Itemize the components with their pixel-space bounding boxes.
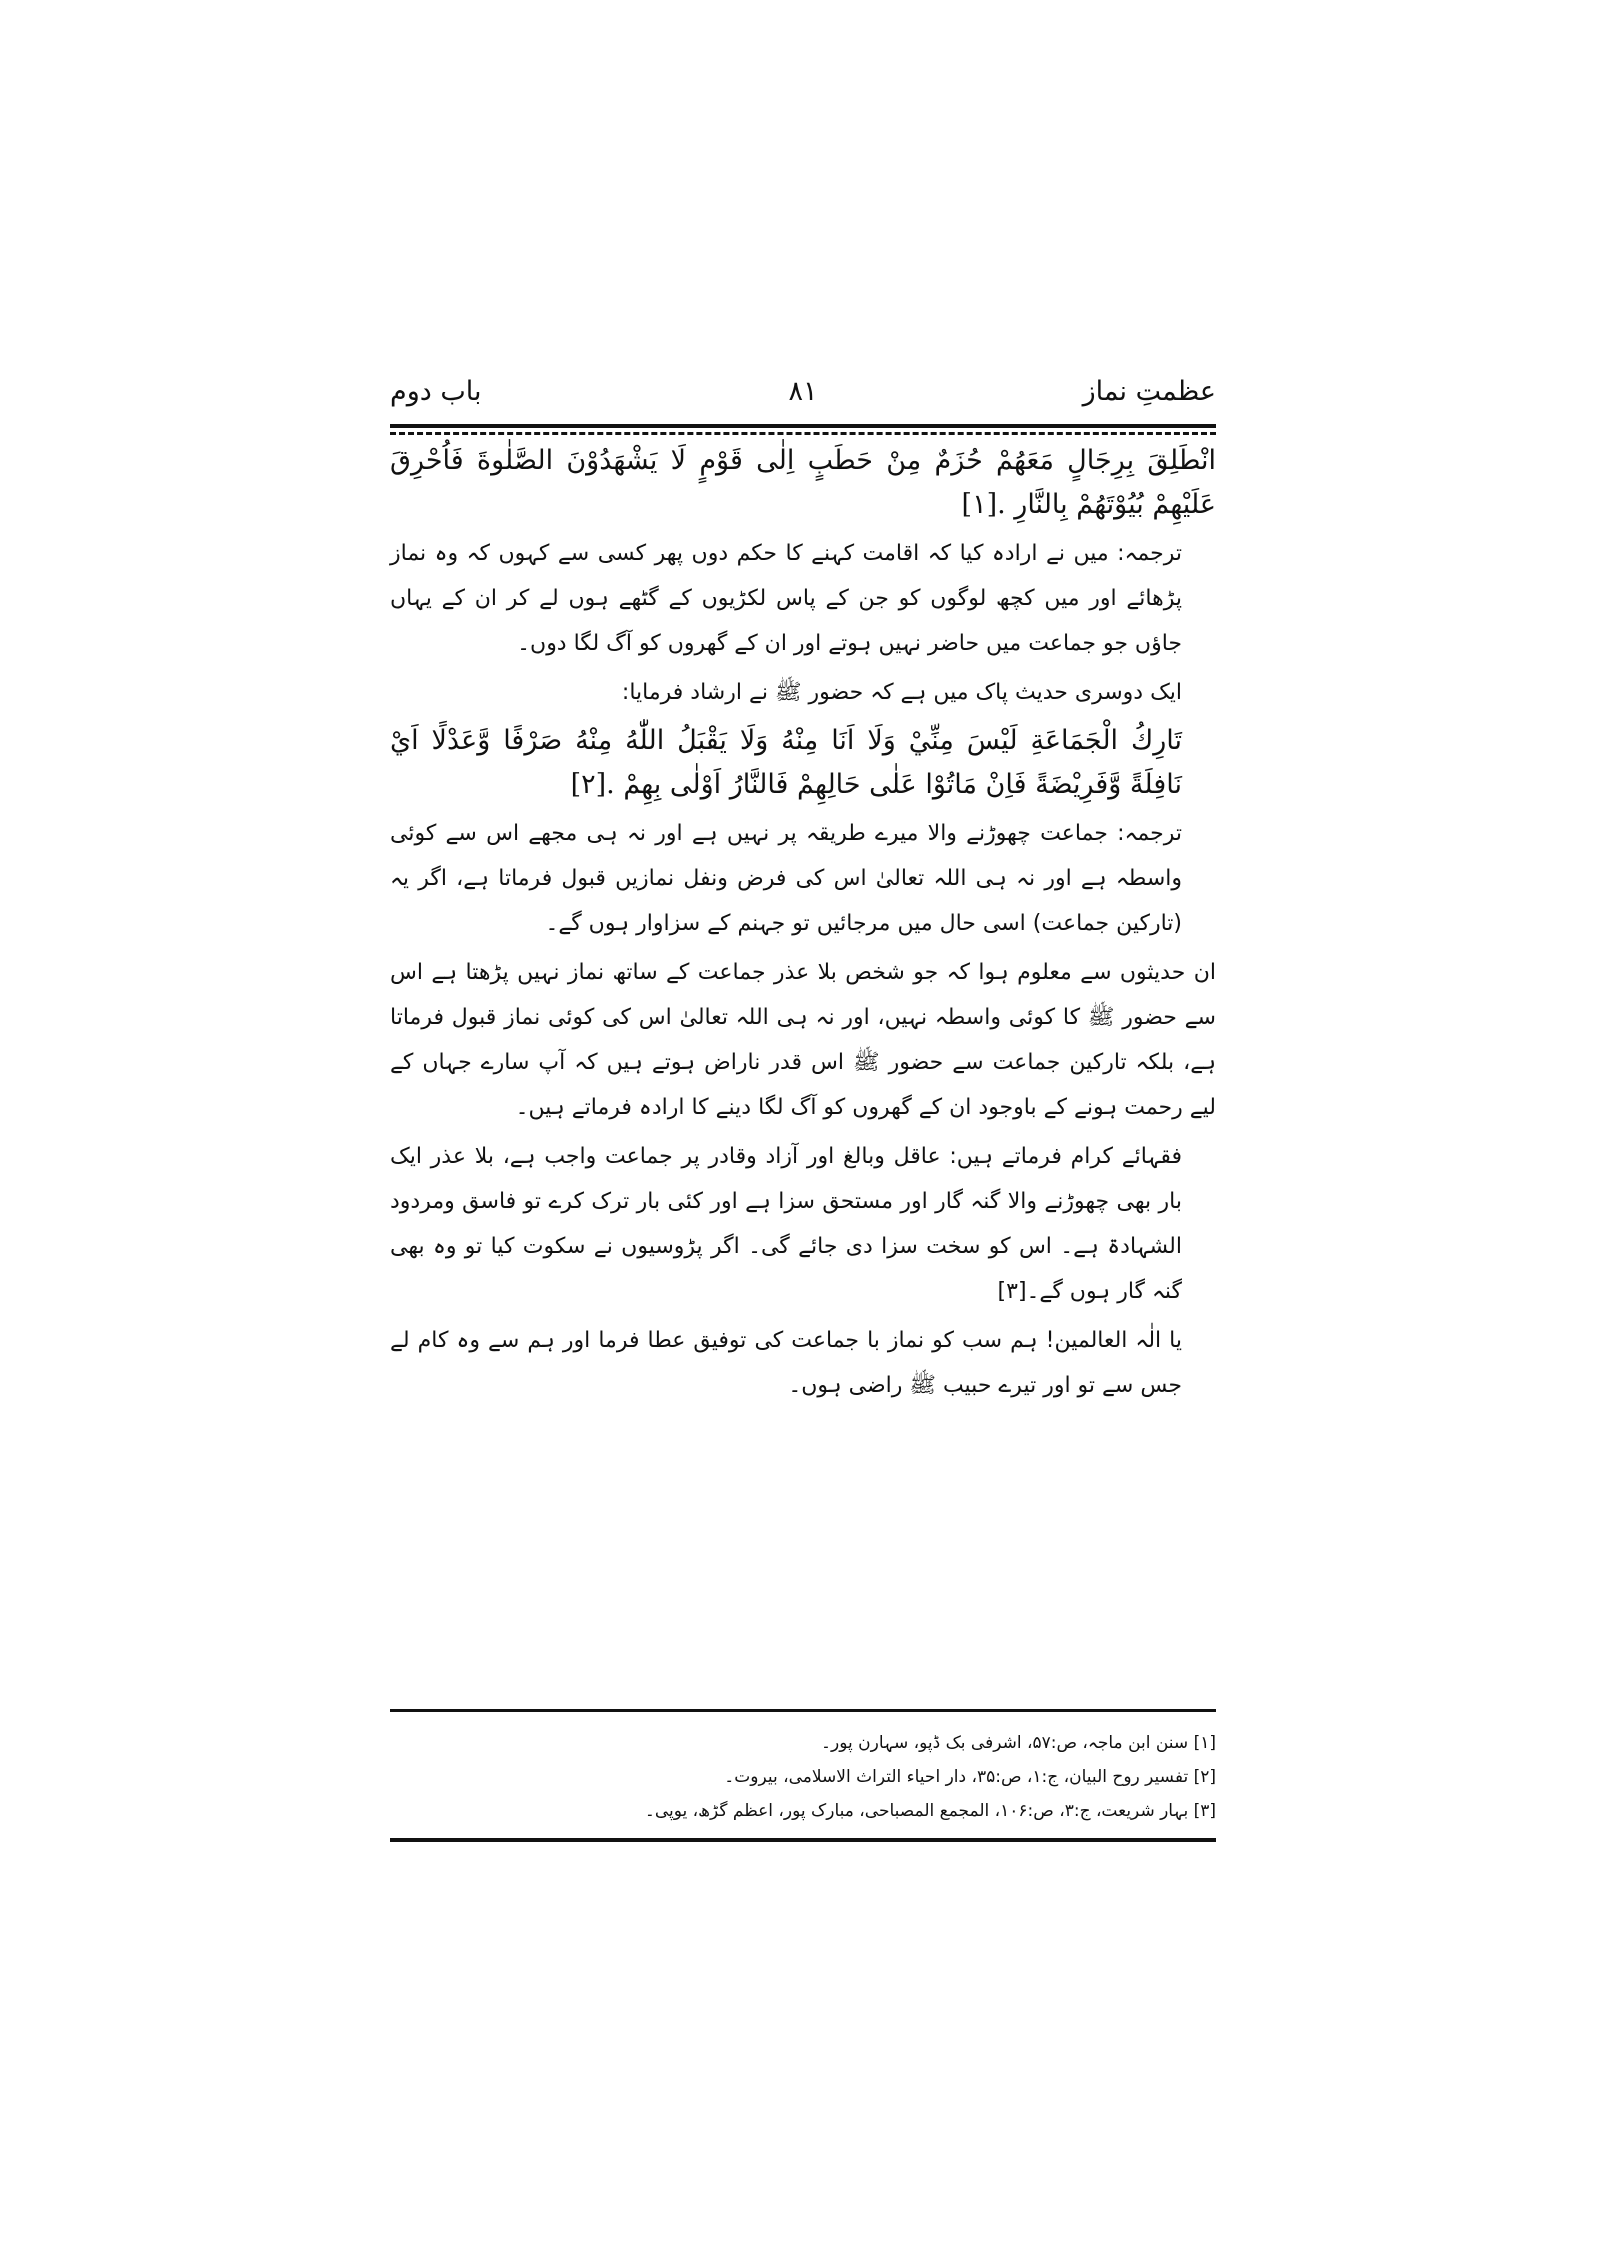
hadith-intro-2: ایک دوسری حدیث پاک میں ہے کہ حضور ﷺ نے ارشاد فرمایا: (621, 680, 1182, 705)
footnote-2: [۲] تفسیر روح البیان، ج:۱، ص:۳۵، دار احیاء التراث الاسلامی، بیروت۔ (724, 1767, 1216, 1787)
chapter-title: باب دوم (390, 376, 482, 407)
hadith-arabic-1: انْطَلِقَ بِرِجَالٍ مَعَهُمْ حُزَمٌ مِنْ حَطَبٍ اِلٰى قَوْمٍ لَا يَشْهَدُوْنَ الصَّلٰوةَ فَاُحْرِقَ عَلَيْهِمْ بُيُوْتَهُمْ بِالنَّارِ .[۱] (390, 445, 1216, 520)
book-page (390, 372, 1216, 1842)
footer-rule (390, 1838, 1216, 1842)
page-number: ۸۱ (788, 376, 818, 407)
footnotes (390, 1709, 1216, 1842)
page-header (390, 372, 1216, 424)
book-title: عظمتِ نماز (1082, 376, 1216, 407)
footnote-rule (390, 1709, 1216, 1712)
header-rule (390, 424, 1216, 428)
commentary-paragraph: ان حدیثوں سے معلوم ہوا کہ جو شخص بلا عذر جماعت کے ساتھ نماز نہیں پڑھتا ہے اس سے حضور ﷺ کا کوئی واسطہ نہیں، اور نہ ہی اللہ تعالیٰ اس کی کوئی نماز قبول فرماتا ہے، بلکہ تارکین جماعت سے حضور ﷺ اس قدر ناراض ہوتے ہیں کہ آپ سارے جہاں کے لیے رحمت ہونے کے باوجود ان کے گھروں کو آگ لگا دینے کا ارادہ فرماتے ہیں۔ (390, 960, 1216, 1120)
footnote-3: [۳] بہار شریعت، ج:۳، ص:۱۰۶، المجمع المصباحی، مبارک پور، اعظم گڑھ، یوپی۔ (644, 1801, 1216, 1821)
page-body (390, 439, 1216, 1408)
footnote-1: [۱] سنن ابن ماجہ، ص:۵۷، اشرفی بک ڈپو، سہارن پور۔ (821, 1733, 1216, 1753)
header-dashed-rule (390, 432, 1216, 435)
hadith-arabic-2: تَارِكُ الْجَمَاعَةِ لَيْسَ مِنِّيْ وَلَا اَنَا مِنْهُ وَلَا يَقْبَلُ اللّٰهُ مِنْهُ صَرْفًا وَّعَدْلًا اَيْ نَافِلَةً وَّفَرِيْضَةً فَاِنْ مَاتُوْا عَلٰى حَالِهِمْ فَالنَّارُ اَوْلٰى بِهِمْ .[۲] (390, 725, 1182, 800)
closing-prayer: یا الٰہ العالمین! ہم سب کو نماز با جماعت کی توفیق عطا فرما اور ہم سے وہ کام لے جس سے تو اور تیرے حبیب ﷺ راضی ہوں۔ (390, 1328, 1182, 1398)
translation-2: ترجمہ: جماعت چھوڑنے والا میرے طریقہ پر نہیں ہے اور نہ ہی مجھے اس سے کوئی واسطہ ہے اور نہ ہی اللہ تعالیٰ اس کی فرض ونفل نمازیں قبول فرماتا ہے، اگر یہ (تارکین جماعت) اسی حال میں مرجائیں تو جہنم کے سزاوار ہوں گے۔ (390, 821, 1182, 936)
translation-1: ترجمہ: میں نے ارادہ کیا کہ اقامت کہنے کا حکم دوں پھر کسی سے کہوں کہ وہ نماز پڑھائے اور میں کچھ لوگوں کو جن کے پاس لکڑیوں کے گٹھے ہوں لے کر ان کے یہاں جاؤں جو جماعت میں حاضر نہیں ہوتے اور ان کے گھروں کو آگ لگا دوں۔ (390, 541, 1182, 656)
jurists-paragraph: فقہائے کرام فرماتے ہیں: عاقل وبالغ اور آزاد وقادر پر جماعت واجب ہے، بلا عذر ایک بار بھی چھوڑنے والا گنہ گار اور مستحق سزا ہے اور کئی بار ترک کرے تو فاسق ومردود الشہادۃ ہے۔ اس کو سخت سزا دی جائے گی۔ اگر پڑوسیوں نے سکوت کیا تو وہ بھی گنہ گار ہوں گے۔[۳] (390, 1144, 1182, 1304)
